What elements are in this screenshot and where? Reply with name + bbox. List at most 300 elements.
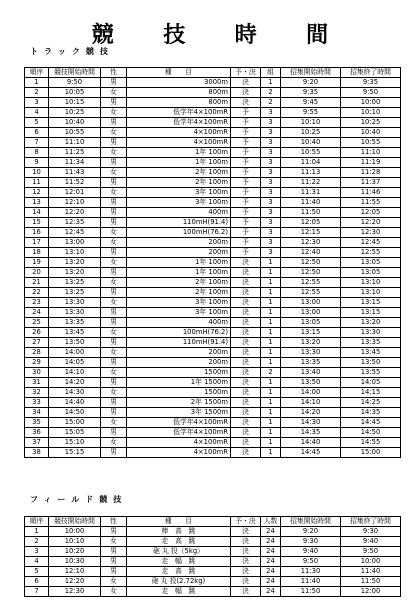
table-row xyxy=(25,358,401,368)
header-start-time: 競技開始時間 xyxy=(49,68,101,78)
cell-round: 決 xyxy=(231,408,261,418)
cell-start-time: 14:50 xyxy=(49,408,101,418)
cell-call-start: 13:35 xyxy=(281,358,341,368)
cell-gender: 女 xyxy=(101,368,127,378)
cell-order: 12 xyxy=(25,188,49,198)
cell-gender: 男 xyxy=(101,547,127,557)
cell-gender: 男 xyxy=(101,557,127,567)
cell-round: 決 xyxy=(231,547,261,557)
header-group: 人数 xyxy=(261,517,281,527)
cell-order: 27 xyxy=(25,338,49,348)
cell-order: 16 xyxy=(25,228,49,238)
header-call-end: 招集終了時間 xyxy=(341,68,401,78)
cell-gender: 女 xyxy=(101,148,127,158)
cell-order: 29 xyxy=(25,358,49,368)
cell-order: 6 xyxy=(25,577,49,587)
table-row xyxy=(25,278,401,288)
cell-group: 1 xyxy=(261,338,281,348)
cell-gender: 男 xyxy=(101,338,127,348)
cell-call-start: 14:35 xyxy=(281,428,341,438)
cell-round: 決 xyxy=(231,338,261,348)
cell-gender: 男 xyxy=(101,178,127,188)
cell-start-time: 11:34 xyxy=(49,158,101,168)
cell-order: 2 xyxy=(25,537,49,547)
cell-round: 予 xyxy=(231,218,261,228)
table-row xyxy=(25,98,401,108)
cell-start-time: 10:10 xyxy=(49,537,101,547)
cell-start-time: 12:20 xyxy=(49,208,101,218)
cell-order: 5 xyxy=(25,567,49,577)
cell-event: 2年 100m xyxy=(127,288,231,298)
cell-start-time: 11:10 xyxy=(49,138,101,148)
cell-round: 予 xyxy=(231,168,261,178)
page-title: 競 技 時 間 xyxy=(91,22,350,48)
cell-group: 1 xyxy=(261,448,281,458)
cell-call-start: 9:45 xyxy=(281,98,341,108)
cell-call-start: 13:50 xyxy=(281,378,341,388)
cell-call-end: 11:19 xyxy=(341,158,401,168)
cell-group: 3 xyxy=(261,158,281,168)
cell-gender: 女 xyxy=(101,577,127,587)
table-row xyxy=(25,547,401,557)
cell-call-start: 11:13 xyxy=(281,168,341,178)
cell-round: 決 xyxy=(231,298,261,308)
cell-group: 1 xyxy=(261,438,281,448)
cell-start-time: 13:00 xyxy=(49,238,101,248)
cell-gender: 女 xyxy=(101,328,127,338)
header-order: 順序 xyxy=(25,517,49,527)
cell-call-start: 13:15 xyxy=(281,328,341,338)
cell-gender: 男 xyxy=(101,218,127,228)
cell-start-time: 13:10 xyxy=(49,248,101,258)
track-rows xyxy=(25,78,401,458)
cell-round: 予 xyxy=(231,208,261,218)
cell-group: 1 xyxy=(261,348,281,358)
cell-call-start: 10:40 xyxy=(281,138,341,148)
cell-start-time: 11:52 xyxy=(49,178,101,188)
cell-call-end: 12:05 xyxy=(341,208,401,218)
table-row xyxy=(25,298,401,308)
cell-call-start: 9:50 xyxy=(281,557,341,567)
cell-event: 2年 100m xyxy=(127,178,231,188)
cell-gender: 男 xyxy=(101,288,127,298)
cell-event: 1500m xyxy=(127,388,231,398)
cell-event: 3000m xyxy=(127,78,231,88)
cell-group: 3 xyxy=(261,138,281,148)
cell-order: 34 xyxy=(25,408,49,418)
cell-order: 2 xyxy=(25,88,49,98)
cell-round: 決 xyxy=(231,448,261,458)
cell-gender: 女 xyxy=(101,238,127,248)
cell-event: 2年 1500m xyxy=(127,398,231,408)
cell-event: 800m xyxy=(127,88,231,98)
cell-gender: 男 xyxy=(101,527,127,537)
cell-order: 18 xyxy=(25,248,49,258)
cell-call-start: 9:55 xyxy=(281,108,341,118)
cell-order: 3 xyxy=(25,547,49,557)
cell-call-start: 12:30 xyxy=(281,238,341,248)
cell-call-start: 10:55 xyxy=(281,148,341,158)
cell-group: 3 xyxy=(261,108,281,118)
cell-event: 200m xyxy=(127,348,231,358)
table-row xyxy=(25,567,401,577)
cell-round: 決 xyxy=(231,328,261,338)
cell-order: 22 xyxy=(25,288,49,298)
cell-start-time: 14:10 xyxy=(49,368,101,378)
cell-start-time: 13:30 xyxy=(49,308,101,318)
cell-group: 3 xyxy=(261,178,281,188)
cell-group: 2 xyxy=(261,368,281,378)
cell-group: 1 xyxy=(261,418,281,428)
cell-start-time: 13:45 xyxy=(49,328,101,338)
cell-group: 1 xyxy=(261,428,281,438)
table-row xyxy=(25,368,401,378)
cell-gender: 女 xyxy=(101,388,127,398)
cell-start-time: 13:25 xyxy=(49,278,101,288)
cell-call-start: 14:10 xyxy=(281,398,341,408)
cell-call-end: 10:00 xyxy=(341,98,401,108)
cell-round: 決 xyxy=(231,348,261,358)
cell-round: 決 xyxy=(231,78,261,88)
table-row xyxy=(25,158,401,168)
table-row xyxy=(25,348,401,358)
header-gender: 性 xyxy=(101,68,127,78)
header-call-end: 招集終了時間 xyxy=(341,517,401,527)
cell-call-end: 11:55 xyxy=(341,198,401,208)
cell-group: 1 xyxy=(261,328,281,338)
cell-order: 13 xyxy=(25,198,49,208)
cell-event: 110mH(91.4) xyxy=(127,218,231,228)
cell-gender: 男 xyxy=(101,248,127,258)
cell-order: 7 xyxy=(25,587,49,597)
cell-start-time: 15:00 xyxy=(49,418,101,428)
cell-round: 決 xyxy=(231,557,261,567)
cell-call-start: 13:30 xyxy=(281,348,341,358)
table-row xyxy=(25,557,401,567)
cell-start-time: 12:45 xyxy=(49,228,101,238)
cell-call-end: 9:50 xyxy=(341,88,401,98)
cell-gender: 女 xyxy=(101,88,127,98)
cell-round: 予 xyxy=(231,198,261,208)
cell-group: 1 xyxy=(261,408,281,418)
cell-event: 4×100mR xyxy=(127,128,231,138)
cell-call-start: 14:40 xyxy=(281,438,341,448)
cell-gender: 女 xyxy=(101,587,127,597)
cell-call-end: 11:50 xyxy=(341,577,401,587)
cell-round: 決 xyxy=(231,587,261,597)
cell-event: 100mH(76.2) xyxy=(127,228,231,238)
cell-event: 1年 1500m xyxy=(127,378,231,388)
cell-event: 1年 100m xyxy=(127,148,231,158)
cell-order: 20 xyxy=(25,268,49,278)
cell-order: 4 xyxy=(25,108,49,118)
cell-gender: 男 xyxy=(101,567,127,577)
field-header-row xyxy=(25,517,401,527)
cell-round: 決 xyxy=(231,258,261,268)
cell-call-end: 14:15 xyxy=(341,388,401,398)
header-round: 予・決 xyxy=(231,517,261,527)
cell-event: 低学年4×100mR xyxy=(127,418,231,428)
cell-order: 15 xyxy=(25,218,49,228)
cell-event: 走 高 跳 xyxy=(127,567,231,577)
cell-event: 200m xyxy=(127,358,231,368)
cell-group: 3 xyxy=(261,168,281,178)
cell-call-end: 15:00 xyxy=(341,448,401,458)
cell-start-time: 12:20 xyxy=(49,577,101,587)
cell-call-end: 14:05 xyxy=(341,378,401,388)
cell-start-time: 10:15 xyxy=(49,98,101,108)
cell-event: 棒 高 跳 xyxy=(127,527,231,537)
cell-group: 1 xyxy=(261,388,281,398)
cell-start-time: 15:15 xyxy=(49,448,101,458)
cell-gender: 男 xyxy=(101,378,127,388)
cell-event: 3年 100m xyxy=(127,198,231,208)
cell-start-time: 10:00 xyxy=(49,527,101,537)
cell-event: 1年 100m xyxy=(127,158,231,168)
track-header-row xyxy=(25,68,401,78)
cell-group: 1 xyxy=(261,298,281,308)
cell-order: 24 xyxy=(25,308,49,318)
cell-call-start: 12:50 xyxy=(281,268,341,278)
cell-start-time: 10:05 xyxy=(49,88,101,98)
table-row xyxy=(25,328,401,338)
cell-start-time: 15:05 xyxy=(49,428,101,438)
cell-round: 決 xyxy=(231,378,261,388)
table-row xyxy=(25,108,401,118)
cell-round: 決 xyxy=(231,577,261,587)
cell-event: 4×100mR xyxy=(127,448,231,458)
cell-order: 1 xyxy=(25,527,49,537)
field-section-title: フィールド競技 xyxy=(30,495,128,504)
cell-order: 19 xyxy=(25,258,49,268)
cell-call-start: 10:25 xyxy=(281,128,341,138)
cell-call-end: 10:55 xyxy=(341,138,401,148)
cell-gender: 女 xyxy=(101,188,127,198)
cell-call-start: 9:30 xyxy=(281,537,341,547)
cell-call-end: 10:10 xyxy=(341,108,401,118)
cell-order: 8 xyxy=(25,148,49,158)
cell-call-start: 10:10 xyxy=(281,118,341,128)
cell-call-start: 11:30 xyxy=(281,567,341,577)
cell-gender: 男 xyxy=(101,268,127,278)
table-row xyxy=(25,537,401,547)
cell-start-time: 15:10 xyxy=(49,438,101,448)
cell-call-end: 10:40 xyxy=(341,128,401,138)
cell-event: 走 高 跳 xyxy=(127,537,231,547)
cell-call-end: 9:40 xyxy=(341,537,401,547)
cell-round: 決 xyxy=(231,318,261,328)
cell-call-end: 9:35 xyxy=(341,78,401,88)
cell-group: 1 xyxy=(261,268,281,278)
field-schedule-table xyxy=(24,516,401,597)
cell-gender: 男 xyxy=(101,448,127,458)
cell-call-end: 11:37 xyxy=(341,178,401,188)
table-row xyxy=(25,318,401,328)
cell-event: 走 幅 跳 xyxy=(127,587,231,597)
cell-call-start: 12:15 xyxy=(281,228,341,238)
cell-call-end: 13:15 xyxy=(341,298,401,308)
cell-call-start: 11:40 xyxy=(281,198,341,208)
cell-event: 4×100mR xyxy=(127,138,231,148)
cell-gender: 男 xyxy=(101,318,127,328)
cell-start-time: 10:30 xyxy=(49,557,101,567)
cell-call-start: 11:04 xyxy=(281,158,341,168)
cell-call-start: 13:00 xyxy=(281,308,341,318)
cell-call-end: 13:30 xyxy=(341,328,401,338)
cell-order: 21 xyxy=(25,278,49,288)
cell-order: 28 xyxy=(25,348,49,358)
cell-gender: 男 xyxy=(101,78,127,88)
cell-group: 3 xyxy=(261,148,281,158)
cell-event: 1年 100m xyxy=(127,268,231,278)
cell-call-end: 12:45 xyxy=(341,238,401,248)
cell-group: 24 xyxy=(261,537,281,547)
table-row xyxy=(25,88,401,98)
cell-call-end: 11:10 xyxy=(341,148,401,158)
table-row xyxy=(25,388,401,398)
cell-order: 1 xyxy=(25,78,49,88)
cell-group: 3 xyxy=(261,128,281,138)
cell-gender: 女 xyxy=(101,228,127,238)
cell-group: 3 xyxy=(261,248,281,258)
cell-round: 決 xyxy=(231,368,261,378)
cell-round: 決 xyxy=(231,418,261,428)
cell-call-start: 13:40 xyxy=(281,368,341,378)
cell-gender: 男 xyxy=(101,98,127,108)
cell-gender: 男 xyxy=(101,358,127,368)
cell-call-end: 13:10 xyxy=(341,288,401,298)
cell-call-end: 14:55 xyxy=(341,438,401,448)
header-event: 種 目 xyxy=(127,68,231,78)
cell-group: 1 xyxy=(261,358,281,368)
cell-order: 32 xyxy=(25,388,49,398)
cell-call-end: 14:25 xyxy=(341,398,401,408)
cell-group: 3 xyxy=(261,218,281,228)
cell-group: 3 xyxy=(261,238,281,248)
cell-group: 24 xyxy=(261,547,281,557)
cell-call-start: 14:20 xyxy=(281,408,341,418)
cell-round: 決 xyxy=(231,268,261,278)
cell-call-start: 14:30 xyxy=(281,418,341,428)
cell-event: 110mH(91.4) xyxy=(127,338,231,348)
table-row xyxy=(25,448,401,458)
cell-event: 400m xyxy=(127,208,231,218)
cell-call-end: 12:00 xyxy=(341,587,401,597)
cell-gender: 女 xyxy=(101,278,127,288)
cell-event: 4×100mR xyxy=(127,438,231,448)
cell-round: 予 xyxy=(231,148,261,158)
cell-call-start: 11:22 xyxy=(281,178,341,188)
header-gender: 性 xyxy=(101,517,127,527)
cell-group: 1 xyxy=(261,258,281,268)
cell-event: 砲 丸 投(2.72kg) xyxy=(127,577,231,587)
cell-event: 2年 100m xyxy=(127,278,231,288)
cell-gender: 男 xyxy=(101,398,127,408)
cell-round: 決 xyxy=(231,278,261,288)
cell-call-start: 11:40 xyxy=(281,577,341,587)
cell-call-start: 11:50 xyxy=(281,587,341,597)
cell-gender: 男 xyxy=(101,408,127,418)
cell-event: 1500m xyxy=(127,368,231,378)
cell-group: 24 xyxy=(261,577,281,587)
table-row xyxy=(25,218,401,228)
cell-round: 予 xyxy=(231,248,261,258)
cell-event: 2年 100m xyxy=(127,168,231,178)
cell-round: 予 xyxy=(231,238,261,248)
table-row xyxy=(25,418,401,428)
cell-start-time: 9:50 xyxy=(49,78,101,88)
cell-order: 30 xyxy=(25,368,49,378)
cell-round: 決 xyxy=(231,288,261,298)
cell-round: 予 xyxy=(231,108,261,118)
cell-event: 800m xyxy=(127,98,231,108)
cell-event: 砲 丸 投（5kg） xyxy=(127,547,231,557)
cell-start-time: 14:30 xyxy=(49,388,101,398)
cell-call-end: 13:50 xyxy=(341,358,401,368)
cell-order: 11 xyxy=(25,178,49,188)
cell-gender: 男 xyxy=(101,428,127,438)
table-row xyxy=(25,338,401,348)
cell-gender: 男 xyxy=(101,138,127,148)
cell-order: 9 xyxy=(25,158,49,168)
cell-call-start: 14:00 xyxy=(281,388,341,398)
cell-call-start: 11:31 xyxy=(281,188,341,198)
cell-group: 1 xyxy=(261,288,281,298)
track-schedule-table xyxy=(24,67,401,458)
cell-call-start: 13:05 xyxy=(281,318,341,328)
cell-event: 400m xyxy=(127,318,231,328)
cell-call-end: 13:05 xyxy=(341,268,401,278)
cell-event: 3年 100m xyxy=(127,188,231,198)
cell-round: 決 xyxy=(231,438,261,448)
cell-start-time: 12:10 xyxy=(49,198,101,208)
header-call-start: 招集開始時間 xyxy=(281,517,341,527)
table-row xyxy=(25,308,401,318)
cell-start-time: 11:25 xyxy=(49,148,101,158)
cell-group: 1 xyxy=(261,308,281,318)
cell-gender: 男 xyxy=(101,208,127,218)
cell-group: 3 xyxy=(261,188,281,198)
cell-gender: 男 xyxy=(101,118,127,128)
cell-round: 予 xyxy=(231,118,261,128)
cell-group: 24 xyxy=(261,527,281,537)
table-row xyxy=(25,268,401,278)
cell-order: 38 xyxy=(25,448,49,458)
cell-call-end: 12:20 xyxy=(341,218,401,228)
cell-group: 1 xyxy=(261,78,281,88)
cell-group: 3 xyxy=(261,118,281,128)
cell-event: 3年 1500m xyxy=(127,408,231,418)
cell-start-time: 13:20 xyxy=(49,258,101,268)
cell-group: 2 xyxy=(261,98,281,108)
cell-gender: 女 xyxy=(101,298,127,308)
cell-start-time: 10:40 xyxy=(49,118,101,128)
cell-call-start: 12:05 xyxy=(281,218,341,228)
cell-gender: 女 xyxy=(101,108,127,118)
table-row xyxy=(25,378,401,388)
cell-event: 200m xyxy=(127,238,231,248)
cell-gender: 男 xyxy=(101,308,127,318)
cell-call-start: 12:50 xyxy=(281,258,341,268)
header-group: 組 xyxy=(261,68,281,78)
cell-call-start: 9:40 xyxy=(281,547,341,557)
table-row xyxy=(25,408,401,418)
cell-call-start: 9:35 xyxy=(281,88,341,98)
cell-event: 3年 100m xyxy=(127,308,231,318)
table-row xyxy=(25,577,401,587)
cell-group: 1 xyxy=(261,318,281,328)
cell-call-end: 14:50 xyxy=(341,428,401,438)
